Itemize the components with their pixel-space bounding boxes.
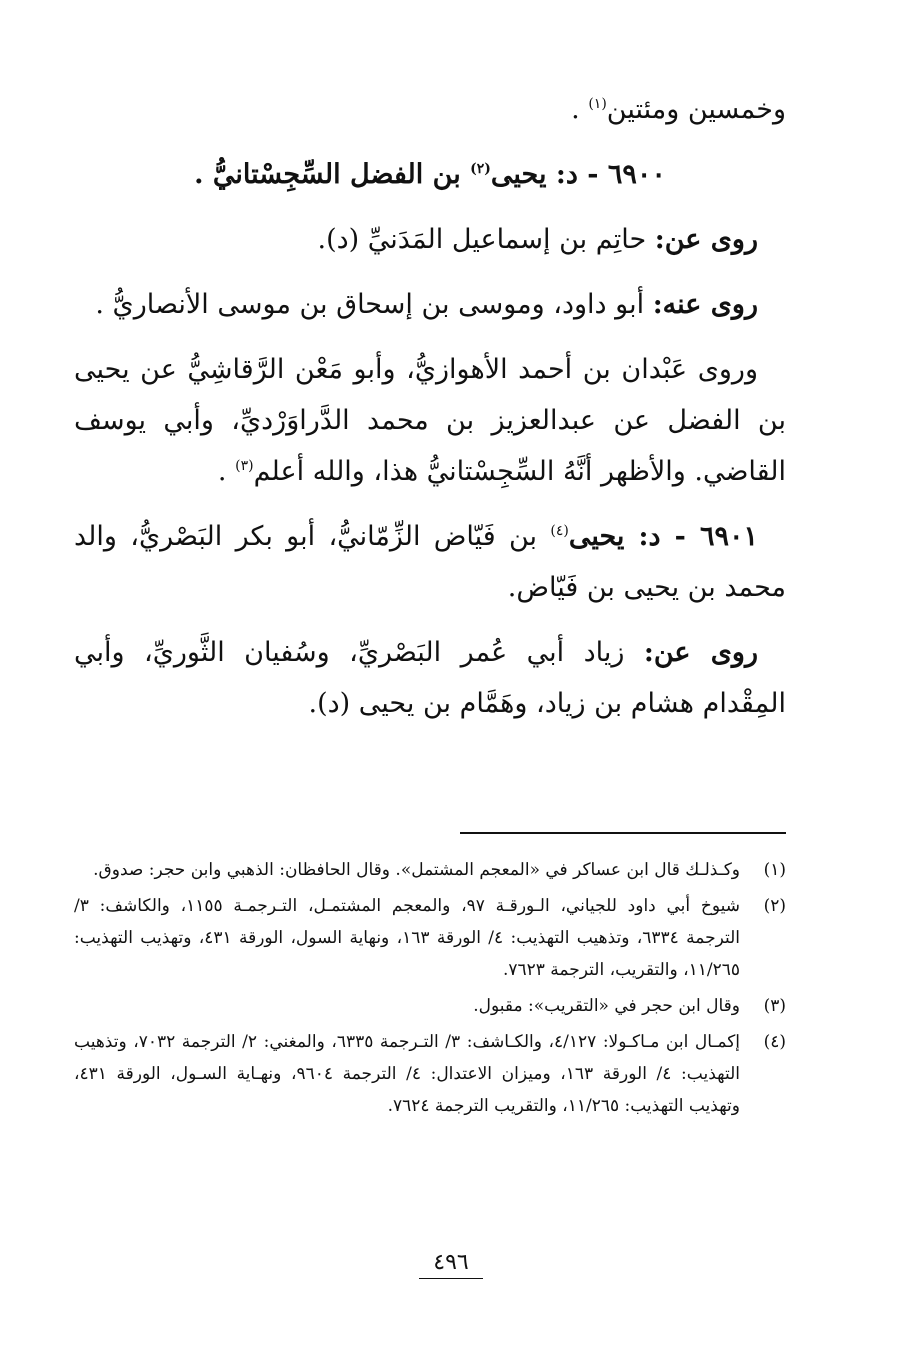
- footnote-number: (٤): [763, 1032, 786, 1052]
- footnote-ref-1: (١): [588, 96, 607, 112]
- footnotes: [74, 854, 786, 1126]
- footnote-ref-3: (٣): [235, 458, 254, 474]
- footnote-3: [74, 990, 786, 1022]
- footnote-text: وكـذلـك قال ابن عساكر في «المعجم المشتمل». وقال الحافظان: الذهبي وابن حجر: صدوق.: [93, 860, 740, 880]
- continuation-paragraph: [74, 84, 786, 135]
- footnote-number: (١): [763, 860, 786, 880]
- abdan-paragraph: [74, 344, 786, 497]
- page-number: [0, 1248, 902, 1279]
- footnote-4: [74, 1026, 786, 1122]
- abdan-text: وروى عَبْدان بن أحمد الأهوازيُّ، وأبو مَعْن الرَّقاشِيُّ عن يحيى بن الفضل عن عبدالعزيز بن محمد الدَّراوَرْديِّ، وأبي يوسف القاضي. والأظهر أنَّهُ السِّجِسْتانيُّ هذا، والله أعلم: [74, 354, 786, 487]
- entry-6900-rawa-an: [74, 214, 786, 265]
- footnote-2: [74, 890, 786, 986]
- rawa-an-text: حاتِم بن إسماعيل المَدَنيِّ (د).: [317, 224, 655, 255]
- rawa-anhu-text: أبو داود، وموسى بن إسحاق بن موسى الأنصاريُّ .: [95, 289, 653, 320]
- entry-6901-heading: [74, 511, 786, 613]
- entry-6901-rest: بن فَيّاض الزِّمّانيُّ، أبو بكر البَصْريُّ، والد محمد بن يحيى بن فَيّاض.: [74, 521, 786, 603]
- footnote-text: وقال ابن حجر في «التقريب»: مقبول.: [473, 996, 740, 1016]
- entry-6901-rawa-an: [74, 627, 786, 729]
- footnote-number: (٢): [763, 896, 786, 916]
- rawa-an-text-2: زياد أبي عُمر البَصْريِّ، وسُفيان الثَّوريِّ، وأبي المِقْدام هشام بن زياد، وهَمَّام بن يحيى (د).: [74, 637, 786, 719]
- entry-6901-head: ٦٩٠١ - د: يحيى: [568, 521, 758, 552]
- rawa-an-label: روى عن:: [654, 224, 758, 255]
- continuation-end: .: [571, 94, 589, 125]
- rawa-anhu-label: روى عنه:: [652, 289, 758, 320]
- entry-6900-rest: بن الفضل السِّجِسْتانيُّ .: [194, 159, 471, 190]
- page-number-text: ٤٩٦: [419, 1248, 482, 1279]
- footnote-text: إكمـال ابن مـاكـولا: ٤/١٢٧، والكـاشف: ٣/ التـرجمة ٦٣٣٥، والمغني: ٢/ الترجمة ٧٠٣٢، وتذهيب التهذيب: ٤/ الورقة ١٦٣، وميزان الاعتدال: ٤/ الترجمة ٩٦٠٤، ونهـاية السـول، الورقة ٤٣١، وتهذيب التهذيب: ١١/٢٦٥، والتقريب الترجمة ٧٦٢٤.: [74, 1032, 741, 1116]
- footnote-ref-4: (٤): [550, 523, 569, 539]
- footnote-number: (٣): [763, 996, 786, 1016]
- abdan-end: .: [217, 456, 236, 487]
- footnote-text: شيوخ أبي داود للجياني، الـورقـة ٩٧، والمعجم المشتمـل، التـرجمـة ١١٥٥، والكاشف: ٣/ الترجمة ٦٣٣٤، وتذهيب التهذيب: ٤/ الورقة ١٦٣، ونهاية السول، الورقة ٤٣١، وتهذيب التهذيب: ١١/٢٦٥، والتقريب، الترجمة ٧٦٢٣.: [74, 896, 740, 980]
- continuation-text: وخمسين ومئتين: [606, 94, 786, 125]
- footnote-divider: [460, 832, 786, 834]
- footnote-ref-2: (٢): [470, 161, 491, 177]
- rawa-an-label-2: روى عن:: [643, 637, 758, 668]
- entry-6900-heading: [74, 149, 786, 200]
- entry-6900-head: ٦٩٠٠ - د: يحيى: [490, 159, 666, 190]
- entry-6900-rawa-anhu: [74, 279, 786, 330]
- footnote-1: [74, 854, 786, 886]
- main-text: [74, 84, 786, 729]
